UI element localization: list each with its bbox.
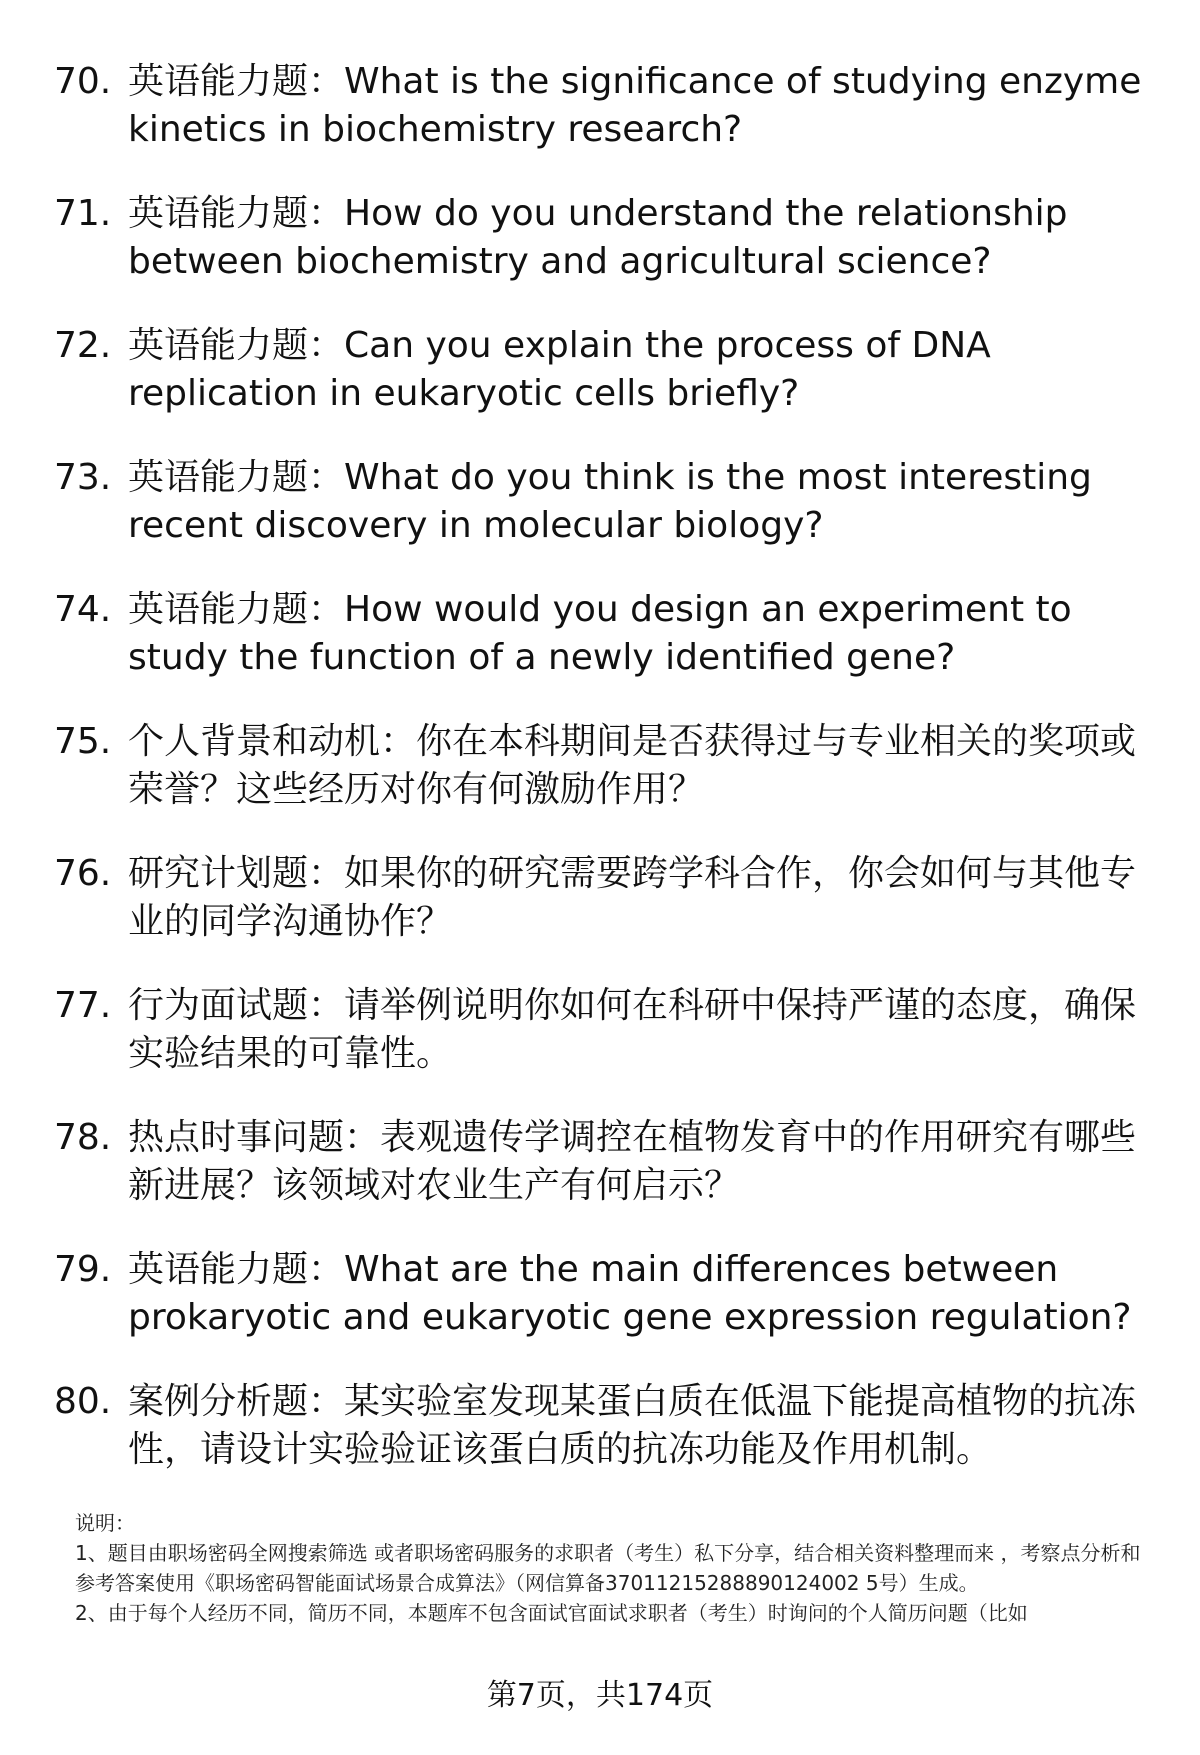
question-item bbox=[0, 718, 1200, 850]
question-text: 英语能力题：What is the significance of studying enzyme kinetics in biochemistry research? bbox=[128, 61, 1142, 150]
question-item bbox=[0, 586, 1200, 718]
question-number: 75. bbox=[54, 721, 112, 762]
question-item bbox=[0, 850, 1200, 982]
notes-section bbox=[75, 1508, 1160, 1628]
question-number: 70. bbox=[54, 61, 112, 102]
question-number: 74. bbox=[54, 589, 112, 630]
question-item bbox=[0, 190, 1200, 322]
question-item bbox=[0, 58, 1200, 190]
notes-item-1: 1、题目由职场密码全网搜索筛选 或者职场密码服务的求职者（考生）私下分享，结合相关资料整理而来 ，考察点分析和参考答案使用《职场密码智能面试场景合成算法》（网信算备37011215288890124002 5号）生成。 bbox=[75, 1541, 1141, 1595]
question-list bbox=[0, 58, 1200, 1510]
question-item bbox=[0, 1246, 1200, 1378]
question-text: 行为面试题：请举例说明你如何在科研中保持严谨的态度，确保实验结果的可靠性。 bbox=[128, 985, 1137, 1074]
question-text: 英语能力题：What are the main differences between prokaryotic and eukaryotic gene expression regulation? bbox=[128, 1249, 1132, 1338]
question-number: 72. bbox=[54, 325, 112, 366]
question-number: 77. bbox=[54, 985, 112, 1026]
question-text: 英语能力题：What do you think is the most interesting recent discovery in molecular biology? bbox=[128, 457, 1092, 546]
question-number: 76. bbox=[54, 853, 112, 894]
question-number: 71. bbox=[54, 193, 112, 234]
question-text: 英语能力题：Can you explain the process of DNA replication in eukaryotic cells briefly? bbox=[128, 325, 991, 414]
question-text: 热点时事问题：表观遗传学调控在植物发育中的作用研究有哪些新进展？该领域对农业生产有何启示？ bbox=[128, 1117, 1137, 1206]
question-item bbox=[0, 1378, 1200, 1510]
question-item bbox=[0, 454, 1200, 586]
question-text: 研究计划题：如果你的研究需要跨学科合作，你会如何与其他专业的同学沟通协作？ bbox=[128, 853, 1137, 942]
question-item bbox=[0, 1114, 1200, 1246]
question-item bbox=[0, 322, 1200, 454]
question-text: 英语能力题：How do you understand the relationship between biochemistry and agricultural science? bbox=[128, 193, 1068, 282]
question-number: 79. bbox=[54, 1249, 112, 1290]
question-number: 78. bbox=[54, 1117, 112, 1158]
notes-heading: 说明： bbox=[75, 1511, 135, 1535]
question-text: 英语能力题：How would you design an experiment to study the function of a newly identified gene? bbox=[128, 589, 1072, 678]
question-item bbox=[0, 982, 1200, 1114]
question-text: 案例分析题：某实验室发现某蛋白质在低温下能提高植物的抗冻性，请设计实验验证该蛋白质的抗冻功能及作用机制。 bbox=[128, 1381, 1137, 1470]
question-number: 73. bbox=[54, 457, 112, 498]
page-footer: 第7页，共174页 bbox=[486, 1678, 714, 1713]
notes-item-2: 2、由于每个人经历不同，简历不同，本题库不包含面试官面试求职者（考生）时询问的个人简历问题（比如 bbox=[75, 1601, 1028, 1625]
question-number: 80. bbox=[54, 1381, 112, 1422]
question-text: 个人背景和动机：你在本科期间是否获得过与专业相关的奖项或荣誉？这些经历对你有何激励作用？ bbox=[128, 721, 1137, 810]
